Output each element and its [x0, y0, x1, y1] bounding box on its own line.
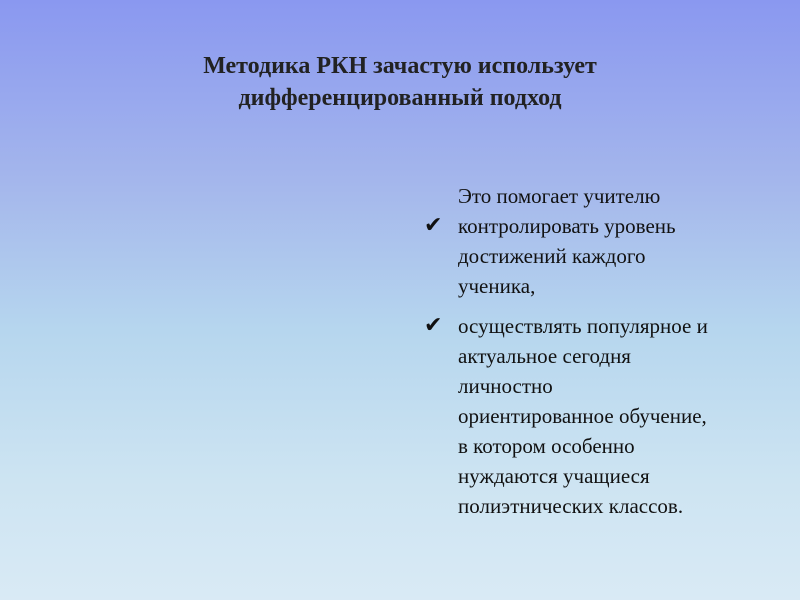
- bullet-item-1: [422, 211, 792, 301]
- bullet-2-line-3: личностно: [458, 374, 553, 398]
- check-mark-icon: ✔: [424, 313, 443, 338]
- bullet-1-line-1: контролировать уровень: [458, 214, 676, 238]
- slide-title: [60, 50, 740, 114]
- bullet-2-line-2: актуальное сегодня: [458, 344, 631, 368]
- check-mark-icon: ✔: [424, 213, 443, 238]
- slide-content: [422, 181, 792, 521]
- bullet-1-line-3: ученика,: [458, 274, 536, 298]
- slide-title-line-2: дифференцированный подход: [238, 85, 562, 111]
- bullet-2-line-7: полиэтнических классов.: [458, 494, 684, 518]
- intro-text: Это помогает учителю: [458, 184, 661, 208]
- bullet-2-line-5: в котором особенно: [458, 434, 635, 458]
- bullet-2-line-4: ориентированное обучение,: [458, 404, 707, 428]
- bullet-item-2: [422, 311, 792, 521]
- slide-title-line-1: Методика РКН зачастую использует: [203, 53, 597, 79]
- bullet-1-line-2: достижений каждого: [458, 244, 646, 268]
- bullet-2-line-6: нуждаются учащиеся: [458, 464, 650, 488]
- bullet-2-line-1: осуществлять популярное и: [458, 314, 708, 338]
